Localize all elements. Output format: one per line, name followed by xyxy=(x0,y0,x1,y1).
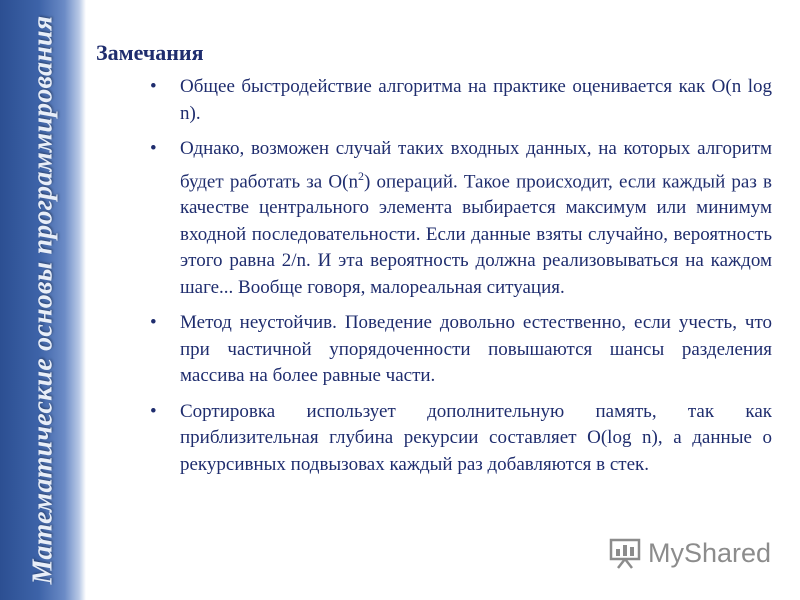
slide-heading: Замечания xyxy=(96,40,204,65)
bullet-text-part: ) операций. Такое происходит, если каждый раз в качестве центрального элемента выбирается максимум или минимум входной последовательности. Если данные взяты случайно, вероятность этого равна 2/n. И эта вероятность должна реализовываться на каждом шаге... Вообще говоря, малореальная ситуация. xyxy=(180,170,772,298)
bullet-marker: • xyxy=(150,138,157,159)
presentation-board-icon xyxy=(608,536,642,570)
bullet-item xyxy=(144,74,772,127)
bullet-item xyxy=(144,136,772,301)
sidebar-title xyxy=(0,0,86,600)
bullet-marker: • xyxy=(150,76,157,97)
bullet-text: Сортировка использует дополнительную память, так как приблизительная глубина рекурсии составляет O(log n), а данные о рекурсивных подвызовах каждый раз добавляются в стек. xyxy=(180,400,772,475)
sidebar-title-text: Математические основы программирования xyxy=(27,15,59,585)
watermark-logo xyxy=(608,536,771,570)
bullet-item xyxy=(144,310,772,390)
bullet-text xyxy=(180,136,772,301)
bullet-item xyxy=(144,399,772,479)
bullet-marker: • xyxy=(150,312,157,334)
bullet-text: Общее быстродействие алгоритма на практике оценивается как O(n log n). xyxy=(180,76,772,124)
bullet-text-part: Однако, возможен случай таких входных данных, на которых алгоритм будет работать за O(n xyxy=(180,138,772,192)
superscript: 2 xyxy=(357,168,364,183)
bullet-text: Метод неустойчив. Поведение довольно естественно, если учесть, что при частичной упорядоченности повышаются шансы разделения массива на более равные части. xyxy=(180,312,772,387)
bullet-list xyxy=(144,74,772,487)
watermark-text: MyShared xyxy=(648,537,772,568)
bullet-marker: • xyxy=(150,400,157,422)
